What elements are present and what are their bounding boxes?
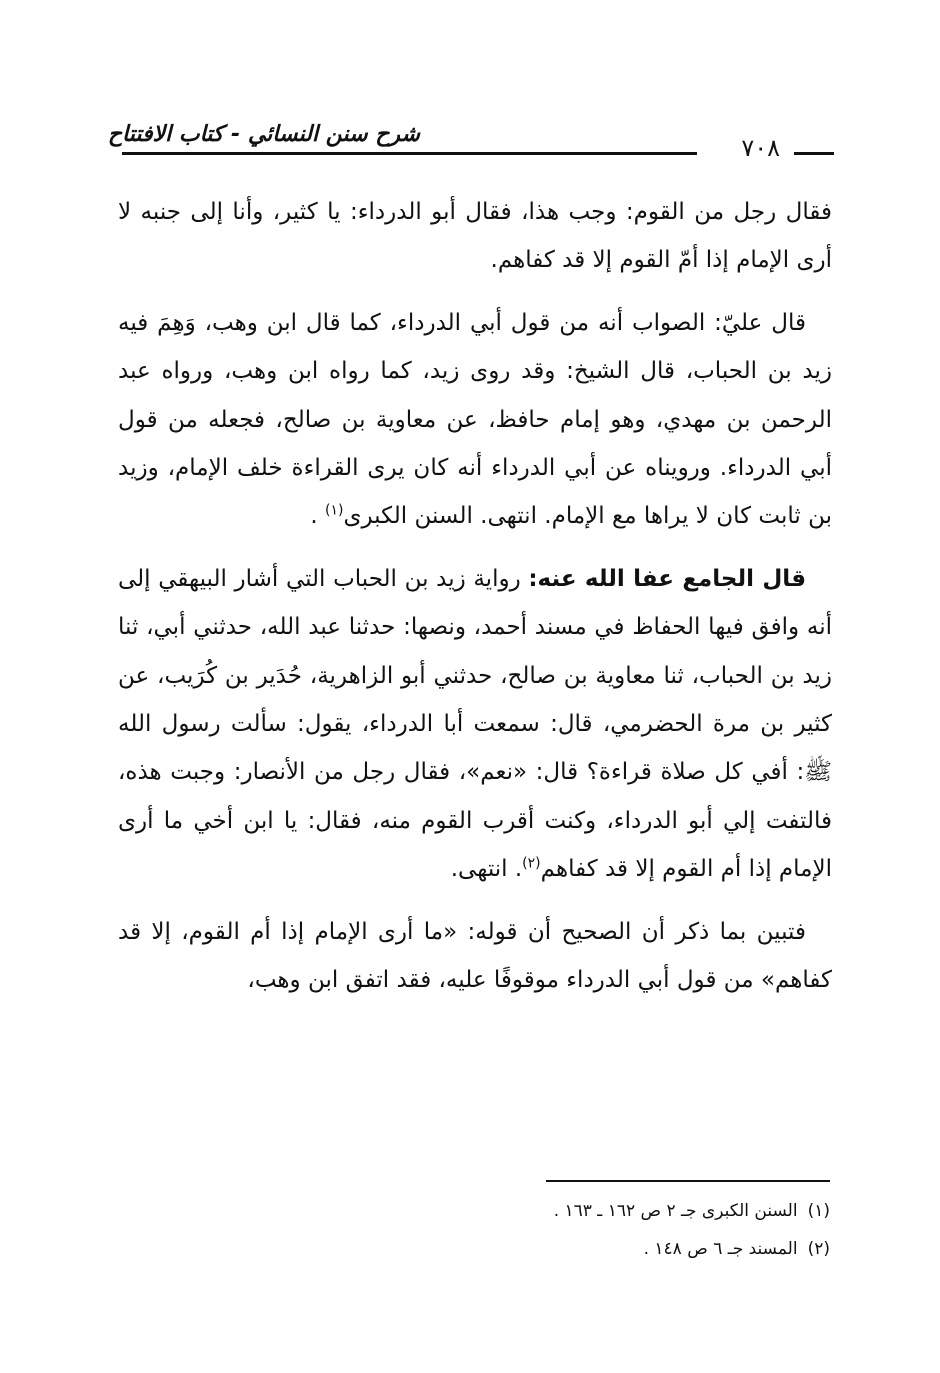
header-rule [122,152,697,155]
main-text [118,188,832,1005]
paragraph-3-end: . انتهى. [450,856,523,883]
paragraph-3-text: رواية زيد بن الحباب التي أشار البيهقي إلى أنه وافق فيها الحفاظ في مسند أحمد، ونصها: حدثنا عبد الله، حدثني أبي، ثنا زيد بن الحباب، ثنا معاوية بن صالح، حدثني أبو الزاهرية، حُدَير بن كُرَيب، عن كثير بن مرة الحضرمي، قال: سمعت أبا الدرداء، يقول: سألت رسول الله ﷺ: أفي كل صلاة قراءة؟ قال: «نعم»، فقال رجل من الأنصار: وجبت هذه، فالتفت إلي أبو الدرداء، وكنت أقرب القوم منه، فقال: يا ابن أخي ما أرى الإمام إذا أم القوم إلا قد كفاهم [118,565,832,883]
footnote-number: (١) [807,1201,830,1221]
paragraph-3 [118,555,832,894]
footnote-text: السنن الكبرى جـ ٢ ص ١٦٢ ـ ١٦٣ . [553,1201,798,1221]
paragraph-2-text: قال عليّ: الصواب أنه من قول أبي الدرداء، كما قال ابن وهب، وَهِمَ فيه زيد بن الحباب، قال الشيخ: وقد روى زيد، كما رواه ابن وهب، ورواه عبد الرحمن بن مهدي، وهو إمام حافظ، عن معاوية بن صالح، فجعله من قول أبي الدرداء. ورويناه عن أبي الدرداء أنه كان يرى القراءة خلف الإمام، وزيد بن ثابت كان لا يراها مع الإمام. انتهى. السنن الكبرى [118,309,832,530]
paragraph-1: فقال رجل من القوم: وجب هذا، فقال أبو الدرداء: يا كثير، وأنا إلى جنبه لا أرى الإمام إذا أمّ القوم إلا قد كفاهم. [118,199,832,274]
speaker-label: قال الجامع عفا الله عنه: [528,565,807,592]
footnote-text: المسند جـ ٦ ص ١٤٨ . [643,1239,798,1259]
footnote-ref-2: (٢) [522,855,541,872]
footnote-ref-1: (١) [324,502,344,519]
paragraph-2-end: . [310,503,318,530]
page-header [107,112,834,172]
paragraph-2 [118,299,832,541]
footnote-separator [546,1180,830,1182]
footnote-1 [300,1192,830,1230]
header-dash [794,152,834,155]
running-title: شرح سنن النسائي - كتاب الافتتاح [107,122,420,147]
footnote-2 [300,1230,830,1268]
footnote-number: (٢) [807,1239,830,1259]
paragraph-4-text: فتبين بما ذكر أن الصحيح أن قوله: «ما أرى الإمام إذا أم القوم، إلا قد كفاهم» من قول أبي الدرداء موقوفًا عليه، فقد اتفق ابن وهب، [118,918,832,994]
footnotes [300,1192,830,1268]
paragraph-4 [118,908,832,1005]
page-number: ٧٠٨ [741,134,780,162]
